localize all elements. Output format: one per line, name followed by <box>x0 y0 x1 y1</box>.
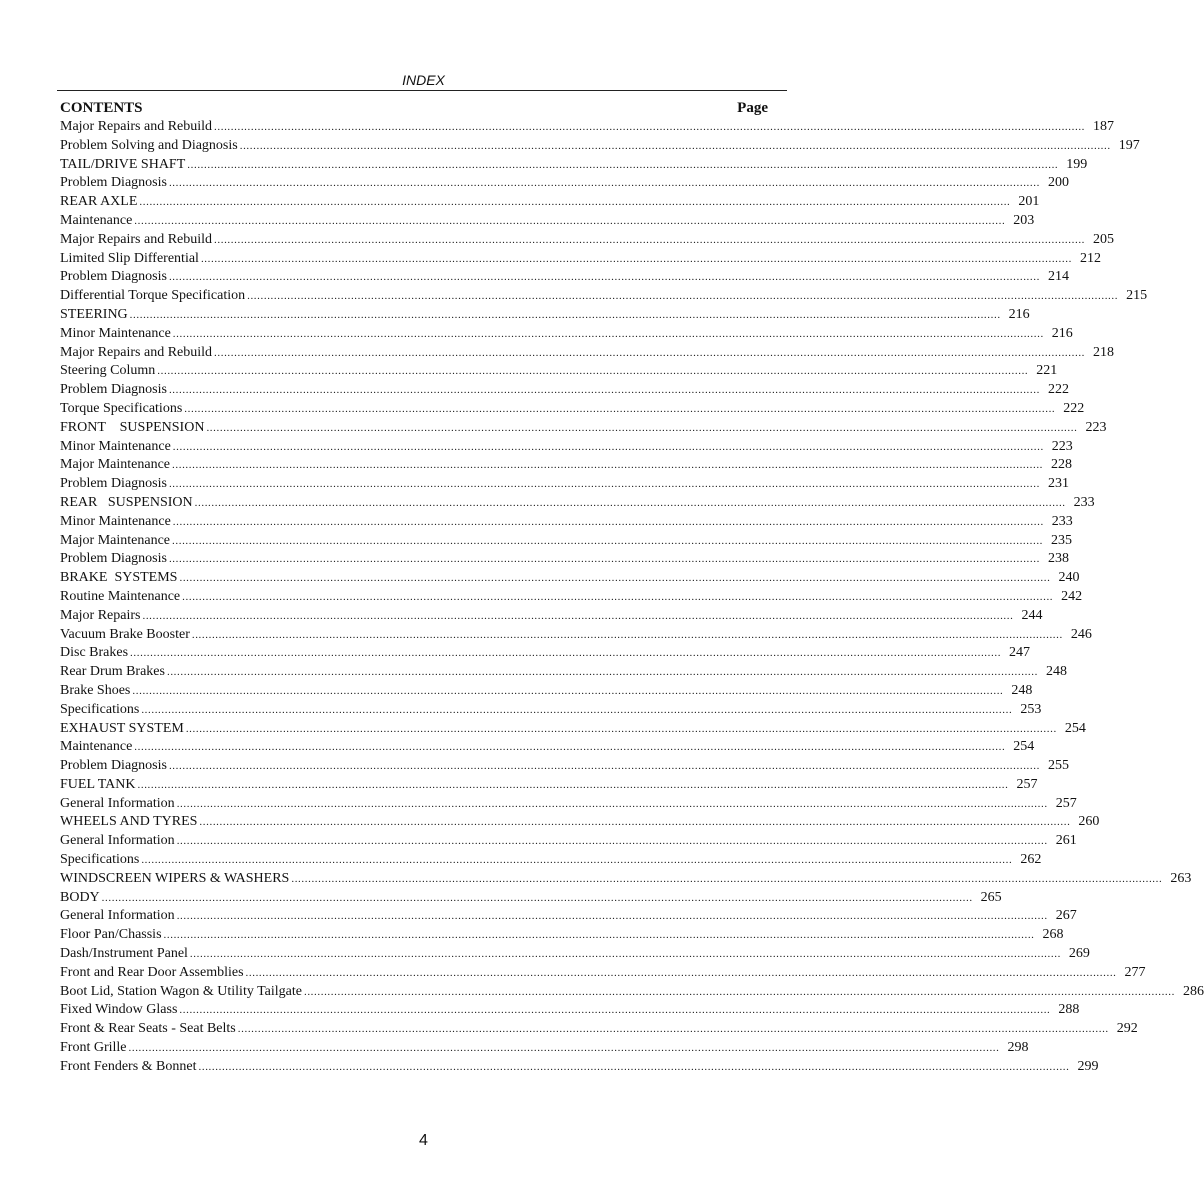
toc-entry-title: Major Repairs and Rebuild <box>60 231 213 247</box>
toc-entry <box>60 738 1035 757</box>
dot-leader: .................................................................................................................................................................................................................................................................... <box>134 741 1006 754</box>
toc-entry <box>60 757 1069 776</box>
toc-entry-title: Problem Diagnosis <box>60 269 167 285</box>
toc-entry-title: Boot Lid, Station Wagon & Utility Tailgate <box>60 983 302 999</box>
toc-entry-page: 212 <box>1079 250 1101 266</box>
toc-entry <box>60 438 1073 457</box>
dot-leader: .................................................................................................................................................................................................................................................................... <box>191 628 1063 641</box>
toc-entry-title: Maintenance <box>60 739 133 755</box>
toc-entry <box>60 644 1031 663</box>
dot-leader: .................................................................................................................................................................................................................................................................... <box>172 459 1044 472</box>
toc-entry-page: 242 <box>1061 588 1083 604</box>
dot-leader: .................................................................................................................................................................................................................................................................... <box>142 609 1014 622</box>
toc-entry <box>60 118 1115 137</box>
dot-leader: .................................................................................................................................................................................................................................................................... <box>176 910 1048 923</box>
header-divider <box>57 90 787 91</box>
toc-entry-title: Front & Rear Seats - Seat Belts <box>60 1021 236 1037</box>
toc-entry-page: 201 <box>1018 194 1040 210</box>
toc-entry <box>60 870 1192 889</box>
toc-entry-title: REAR SUSPENSION <box>60 494 193 510</box>
toc-entry <box>60 513 1073 532</box>
dot-leader: .................................................................................................................................................................................................................................................................... <box>130 647 1002 660</box>
toc-entry-page: 187 <box>1093 119 1115 134</box>
toc-entry-title: TAIL/DRIVE SHAFT <box>60 156 186 172</box>
dot-leader: .................................................................................................................................................................................................................................................................... <box>199 816 1071 829</box>
dot-leader: .................................................................................................................................................................................................................................................................... <box>168 478 1040 491</box>
toc-entry-title: WINDSCREEN WIPERS & WASHERS <box>60 870 290 886</box>
dot-leader: .................................................................................................................................................................................................................................................................... <box>157 365 1029 378</box>
toc-entry <box>60 250 1101 269</box>
toc-entry-page: 286 <box>1182 983 1204 999</box>
table-of-contents <box>60 98 1204 1077</box>
toc-entry <box>60 1020 1138 1039</box>
toc-entry-page: 218 <box>1093 344 1115 360</box>
toc-entry-page: 214 <box>1047 269 1069 285</box>
toc-entry <box>60 776 1038 795</box>
dot-leader: .................................................................................................................................................................................................................................................................... <box>176 797 1048 810</box>
page-column-heading: Page <box>737 100 768 116</box>
toc-entry-title: General Information <box>60 833 175 849</box>
toc-entry <box>60 1001 1080 1020</box>
toc-entry-page: 221 <box>1036 363 1058 379</box>
toc-entry-title: Maintenance <box>60 212 133 228</box>
dot-leader: .................................................................................................................................................................................................................................................................... <box>141 854 1013 867</box>
dot-leader: .................................................................................................................................................................................................................................................................... <box>139 196 1011 209</box>
dot-leader: .................................................................................................................................................................................................................................................................... <box>168 271 1040 284</box>
toc-entry-title: REAR AXLE <box>60 194 138 210</box>
dot-leader: .................................................................................................................................................................................................................................................................... <box>182 590 1054 603</box>
toc-entry-page: 262 <box>1020 852 1042 868</box>
toc-entry-page: 269 <box>1068 946 1090 962</box>
toc-entry-title: Disc Brakes <box>60 645 129 661</box>
dot-leader: .................................................................................................................................................................................................................................................................... <box>172 327 1044 340</box>
toc-entry <box>60 193 1040 212</box>
toc-entry <box>60 701 1042 720</box>
dot-leader: .................................................................................................................................................................................................................................................................... <box>189 948 1061 961</box>
dot-leader: .................................................................................................................................................................................................................................................................... <box>129 308 1001 321</box>
dot-leader: .................................................................................................................................................................................................................................................................... <box>132 684 1004 697</box>
dot-leader: .................................................................................................................................................................................................................................................................... <box>166 666 1038 679</box>
toc-entry <box>60 889 1002 908</box>
toc-entry <box>60 419 1107 438</box>
dot-leader: .................................................................................................................................................................................................................................................................... <box>172 515 1044 528</box>
toc-entry <box>60 550 1069 569</box>
dot-leader: .................................................................................................................................................................................................................................................................... <box>168 760 1040 773</box>
toc-entry <box>60 137 1140 156</box>
toc-entry-title: Minor Maintenance <box>60 438 171 454</box>
dot-leader: .................................................................................................................................................................................................................................................................... <box>137 778 1009 791</box>
toc-entry <box>60 720 1086 739</box>
dot-leader: .................................................................................................................................................................................................................................................................... <box>237 1023 1109 1036</box>
dot-leader: .................................................................................................................................................................................................................................................................... <box>198 1060 1070 1073</box>
toc-entry-title: Steering Column <box>60 363 156 379</box>
toc-entry-page: 248 <box>1011 682 1033 698</box>
toc-entry-title: Specifications <box>60 852 140 868</box>
toc-entry-title: EXHAUST SYSTEM <box>60 720 184 736</box>
contents-heading: CONTENTS <box>60 100 143 116</box>
toc-entry <box>60 287 1148 306</box>
toc-entry-page: 246 <box>1070 626 1092 642</box>
toc-entry-title: Problem Diagnosis <box>60 476 167 492</box>
toc-entry <box>60 475 1069 494</box>
toc-entry-page: 288 <box>1058 1002 1080 1018</box>
toc-entry-title: Rear Drum Brakes <box>60 664 165 680</box>
dot-leader: .................................................................................................................................................................................................................................................................... <box>194 496 1066 509</box>
toc-entry-title: Floor Pan/Chassis <box>60 927 162 943</box>
toc-entry-page: 205 <box>1093 231 1115 247</box>
dot-leader: .................................................................................................................................................................................................................................................................... <box>179 572 1051 585</box>
toc-entry <box>60 832 1077 851</box>
toc-entry-page: 277 <box>1124 964 1146 980</box>
toc-entry-page: 233 <box>1051 513 1073 529</box>
toc-entries <box>60 118 1204 1077</box>
toc-entry <box>60 926 1064 945</box>
toc-entry <box>60 682 1033 701</box>
toc-entry-title: Problem Diagnosis <box>60 175 167 191</box>
toc-entry-title: Minor Maintenance <box>60 513 171 529</box>
dot-leader: .................................................................................................................................................................................................................................................................... <box>214 121 1086 133</box>
toc-entry <box>60 362 1058 381</box>
toc-entry-page: 268 <box>1042 927 1064 943</box>
toc-entry <box>60 964 1146 983</box>
toc-entry-page: 299 <box>1077 1058 1099 1074</box>
dot-leader: .................................................................................................................................................................................................................................................................... <box>247 290 1119 303</box>
toc-entry-page: 200 <box>1047 175 1069 191</box>
toc-entry <box>60 174 1069 193</box>
toc-entry-title: Routine Maintenance <box>60 588 181 604</box>
toc-entry-page: 238 <box>1047 551 1069 567</box>
toc-entry <box>60 569 1080 588</box>
toc-entry <box>60 1039 1029 1058</box>
dot-leader: .................................................................................................................................................................................................................................................................... <box>128 1042 1000 1055</box>
toc-entry <box>60 813 1100 832</box>
dot-leader: .................................................................................................................................................................................................................................................................... <box>214 346 1086 359</box>
toc-entry <box>60 268 1069 287</box>
toc-entry <box>60 400 1085 419</box>
toc-entry-title: Specifications <box>60 701 140 717</box>
toc-entry <box>60 626 1092 645</box>
toc-entry-page: 260 <box>1078 814 1100 830</box>
toc-header-row <box>60 98 768 118</box>
toc-entry-title: BRAKE SYSTEMS <box>60 570 178 586</box>
toc-entry <box>60 325 1073 344</box>
toc-entry-title: Major Maintenance <box>60 532 171 548</box>
toc-entry <box>60 945 1090 964</box>
toc-entry-page: 253 <box>1020 701 1042 717</box>
dot-leader: .................................................................................................................................................................................................................................................................... <box>187 158 1059 171</box>
dot-leader: .................................................................................................................................................................................................................................................................... <box>176 835 1048 848</box>
toc-entry-page: 247 <box>1009 645 1031 661</box>
toc-entry-page: 222 <box>1063 400 1085 416</box>
toc-entry <box>60 851 1042 870</box>
toc-entry-page: 254 <box>1064 720 1086 736</box>
dot-leader: .................................................................................................................................................................................................................................................................... <box>134 214 1006 227</box>
toc-entry-title: Vacuum Brake Booster <box>60 626 190 642</box>
toc-entry-title: Front and Rear Door Assemblies <box>60 964 244 980</box>
toc-entry <box>60 532 1073 551</box>
toc-entry-page: 240 <box>1058 570 1080 586</box>
toc-entry-title: Fixed Window Glass <box>60 1002 178 1018</box>
toc-entry-title: Major Repairs and Rebuild <box>60 344 213 360</box>
toc-entry-page: 228 <box>1051 457 1073 473</box>
toc-entry-title: WHEELS AND TYRES <box>60 814 198 830</box>
toc-entry-page: 222 <box>1047 382 1069 398</box>
toc-entry-page: 267 <box>1055 908 1077 924</box>
dot-leader: .................................................................................................................................................................................................................................................................... <box>141 703 1013 716</box>
dot-leader: .................................................................................................................................................................................................................................................................... <box>245 966 1117 979</box>
toc-entry-page: 298 <box>1007 1040 1029 1056</box>
dot-leader: .................................................................................................................................................................................................................................................................... <box>168 384 1040 397</box>
toc-entry-page: 197 <box>1118 137 1140 153</box>
toc-entry-title: Problem Diagnosis <box>60 382 167 398</box>
dot-leader: .................................................................................................................................................................................................................................................................... <box>172 534 1044 547</box>
toc-entry-page: 199 <box>1066 156 1088 172</box>
toc-entry-title: STEERING <box>60 306 128 322</box>
toc-entry-page: 215 <box>1126 288 1148 304</box>
toc-entry-page: 257 <box>1055 795 1077 811</box>
toc-entry-title: Problem Solving and Diagnosis <box>60 137 238 153</box>
toc-entry-page: 233 <box>1073 494 1095 510</box>
toc-entry <box>60 231 1115 250</box>
dot-leader: .................................................................................................................................................................................................................................................................... <box>303 985 1175 998</box>
toc-entry <box>60 381 1069 400</box>
toc-entry-page: 203 <box>1013 212 1035 228</box>
dot-leader: .................................................................................................................................................................................................................................................................... <box>214 233 1086 246</box>
toc-entry-page: 292 <box>1116 1021 1138 1037</box>
toc-entry <box>60 663 1067 682</box>
dot-leader: .................................................................................................................................................................................................................................................................... <box>179 1004 1051 1017</box>
dot-leader: .................................................................................................................................................................................................................................................................... <box>206 421 1078 434</box>
toc-entry <box>60 607 1043 626</box>
toc-entry-title: BODY <box>60 889 100 905</box>
dot-leader: .................................................................................................................................................................................................................................................................... <box>291 872 1163 885</box>
dot-leader: .................................................................................................................................................................................................................................................................... <box>200 252 1072 265</box>
toc-entry-page: 263 <box>1170 870 1192 886</box>
toc-entry <box>60 907 1077 926</box>
dot-leader: .................................................................................................................................................................................................................................................................... <box>172 440 1044 453</box>
toc-entry-page: 223 <box>1085 419 1107 435</box>
toc-entry-page: 231 <box>1047 476 1069 492</box>
toc-entry-page: 244 <box>1021 607 1043 623</box>
toc-entry <box>60 983 1204 1002</box>
toc-entry-page: 257 <box>1016 776 1038 792</box>
toc-entry <box>60 1058 1099 1077</box>
page-header: INDEX <box>402 72 445 88</box>
toc-entry-page: 265 <box>980 889 1002 905</box>
toc-entry-page: 235 <box>1051 532 1073 548</box>
toc-entry <box>60 156 1088 175</box>
toc-entry-title: Front Fenders & Bonnet <box>60 1058 197 1074</box>
toc-entry-title: Major Repairs and Rebuild <box>60 119 213 134</box>
toc-entry-title: Problem Diagnosis <box>60 758 167 774</box>
page-number: 4 <box>419 1132 428 1149</box>
toc-entry <box>60 795 1077 814</box>
toc-entry-title: Brake Shoes <box>60 682 131 698</box>
toc-entry <box>60 306 1030 325</box>
toc-entry-title: FUEL TANK <box>60 776 136 792</box>
dot-leader: .................................................................................................................................................................................................................................................................... <box>101 891 973 904</box>
toc-entry-title: Front Grille <box>60 1040 127 1056</box>
toc-entry-page: 254 <box>1013 739 1035 755</box>
dot-leader: .................................................................................................................................................................................................................................................................... <box>239 139 1111 152</box>
dot-leader: .................................................................................................................................................................................................................................................................... <box>163 929 1035 942</box>
toc-entry-title: Minor Maintenance <box>60 325 171 341</box>
dot-leader: .................................................................................................................................................................................................................................................................... <box>184 402 1056 415</box>
dot-leader: .................................................................................................................................................................................................................................................................... <box>168 553 1040 566</box>
toc-entry <box>60 212 1035 231</box>
toc-entry-page: 216 <box>1008 306 1030 322</box>
toc-entry-title: Problem Diagnosis <box>60 551 167 567</box>
toc-entry-page: 216 <box>1051 325 1073 341</box>
toc-entry-page: 248 <box>1045 664 1067 680</box>
toc-entry-title: Limited Slip Differential <box>60 250 199 266</box>
toc-entry-title: Major Maintenance <box>60 457 171 473</box>
toc-entry-title: Differential Torque Specification <box>60 288 246 304</box>
toc-entry-page: 255 <box>1047 758 1069 774</box>
toc-entry <box>60 456 1073 475</box>
toc-entry <box>60 588 1083 607</box>
toc-entry-title: General Information <box>60 908 175 924</box>
toc-entry-title: Major Repairs <box>60 607 141 623</box>
toc-entry-title: FRONT SUSPENSION <box>60 419 205 435</box>
toc-entry-title: Torque Specifications <box>60 400 183 416</box>
dot-leader: .................................................................................................................................................................................................................................................................... <box>185 722 1057 735</box>
dot-leader: .................................................................................................................................................................................................................................................................... <box>168 177 1040 190</box>
toc-entry-page: 261 <box>1055 833 1077 849</box>
toc-entry-title: General Information <box>60 795 175 811</box>
toc-entry-title: Dash/Instrument Panel <box>60 946 188 962</box>
toc-entry <box>60 344 1115 363</box>
toc-entry-page: 223 <box>1051 438 1073 454</box>
toc-entry <box>60 494 1095 513</box>
